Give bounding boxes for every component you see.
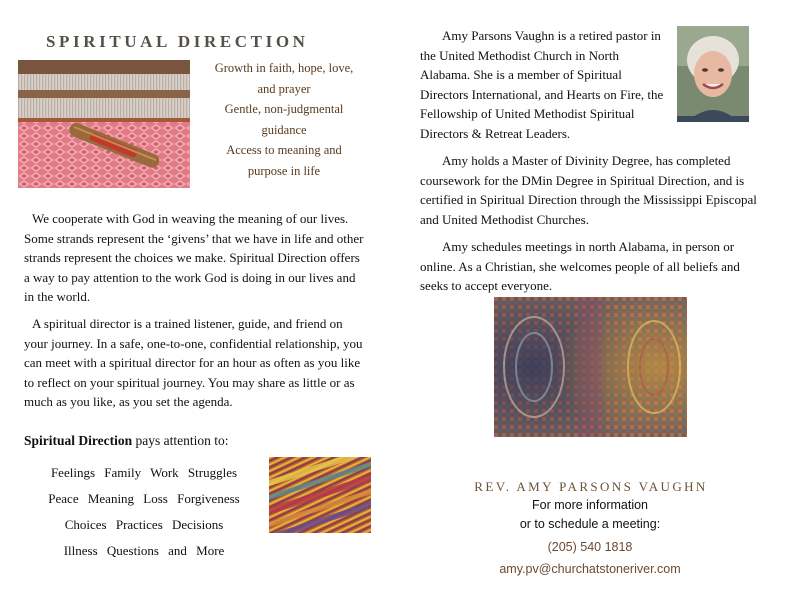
- education-paragraph: Amy holds a Master of Divinity Degree, has completed coursework for the DMin Degree in Spiritual Direction, and is certified in Spiritual Direction through the Mississippi Episcopal and United Methodist Churches.: [420, 153, 757, 227]
- topics-row: Illness Questions and More: [63, 543, 225, 558]
- attention-heading: [24, 433, 229, 449]
- tagline-line: Gentle, non-judgmental: [224, 102, 344, 116]
- topics-row: Choices Practices Decisions: [64, 517, 224, 532]
- schedule-text: or to schedule a meeting:: [519, 517, 661, 531]
- tagline-line: and prayer: [257, 81, 311, 96]
- topics-row: Peace Meaning Loss Forgiveness: [48, 491, 240, 506]
- tagline: [196, 58, 372, 181]
- attention-bold: Spiritual Direction: [24, 433, 133, 448]
- tagline-line: guidance: [261, 122, 307, 137]
- tagline-line: Growth in faith, hope, love,: [214, 61, 354, 75]
- topics-list: [30, 460, 258, 564]
- abstract-weave-image: [494, 297, 687, 437]
- more-info-text: For more information: [531, 498, 648, 512]
- contact-name: REV. AMY PARSONS VAUGHN: [474, 479, 708, 494]
- loom-shuttle-image: [18, 60, 190, 188]
- email-link[interactable]: amy.pv@churchatstoneriver.com: [499, 562, 681, 576]
- textile-image: [269, 457, 371, 533]
- tagline-line: Access to meaning and: [226, 143, 342, 157]
- page-title: SPIRITUAL DIRECTION: [46, 32, 309, 51]
- attention-rest: pays attention to:: [132, 433, 229, 448]
- director-paragraph: A spiritual director is a trained listener, guide, and friend on your journey. In a safe, one-to-one, confidential relationship, you can meet with a spiritual director for an hour as often as you like to reflect on your spiritual journey. You may share as little or as much as you like, as you set the agenda.: [24, 316, 363, 410]
- phone-number[interactable]: (205) 540 1818: [547, 540, 633, 554]
- bio-paragraph: Amy Parsons Vaughn is a retired pastor in the United Methodist Church in North Alabama. She is a member of Spiritual Directors International, and Hearts on Fire, the Fellowship of United Methodist Spiritual Directors & Retreat Leaders.: [420, 28, 664, 141]
- intro-paragraph: We cooperate with God in weaving the meaning of our lives. Some strands represent the ‘givens’ that we have in life and other strands represent the choices we make. Spiritual Direction offers a way to pay attention to the work God is doing in our lives and in the world.: [24, 211, 364, 305]
- schedule-paragraph: Amy schedules meetings in north Alabama, in person or online. As a Christian, she welcomes people of all beliefs and seeks to accept everyone.: [420, 239, 740, 294]
- tagline-line: purpose in life: [247, 163, 321, 178]
- portrait-photo: [677, 26, 749, 122]
- topics-row: Feelings Family Work Struggles: [50, 465, 238, 480]
